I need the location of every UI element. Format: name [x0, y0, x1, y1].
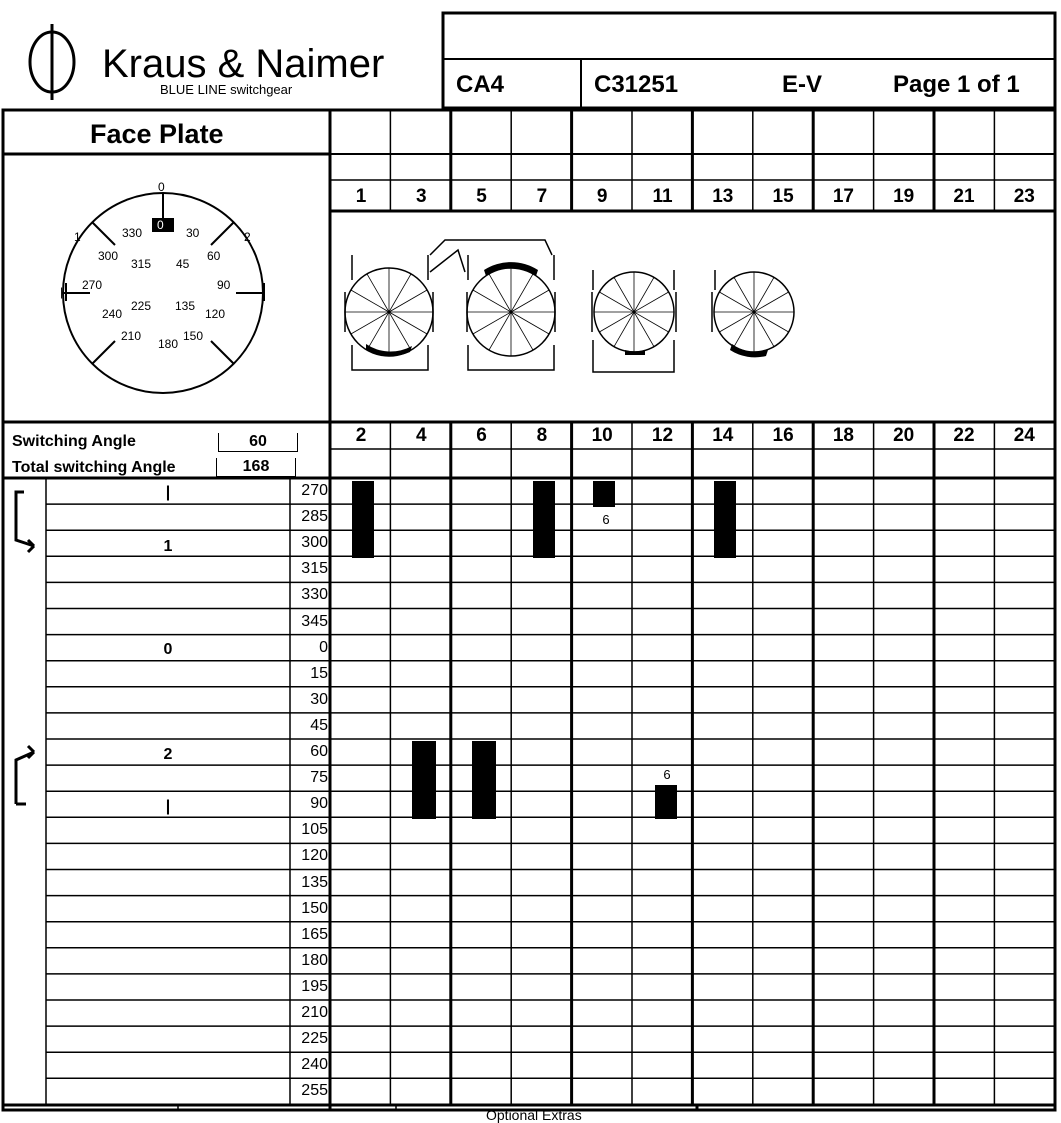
angle-label: 330 [301, 586, 328, 604]
terminal-top-label: 11 [652, 186, 673, 207]
contact-note: 6 [602, 512, 610, 527]
dial-angle-label: 90 [217, 278, 231, 292]
angle-label: 165 [301, 925, 328, 943]
terminal-top-label: 19 [893, 186, 915, 207]
terminal-bottom-label: 10 [591, 425, 613, 446]
angle-label: 75 [310, 769, 328, 787]
contact-closed-bar [655, 785, 677, 819]
dial-angle-label: 120 [205, 307, 226, 321]
angle-label: 15 [310, 664, 328, 682]
terminal-top-label: 23 [1013, 186, 1035, 207]
dial-position-label: 2 [244, 230, 251, 244]
terminal-bottom-label: 20 [893, 425, 915, 446]
terminal-top-label: 15 [772, 186, 794, 207]
switching-angle-value: 60 [218, 433, 298, 452]
contact-closed-bar [533, 481, 555, 558]
angle-label: 345 [301, 612, 328, 630]
angle-label: 300 [301, 534, 328, 552]
main-frame [3, 110, 1055, 1110]
dial-position-label: | [60, 285, 64, 299]
contact-closed-bar [593, 481, 615, 507]
part-number: C31251 [594, 71, 679, 98]
dial-angle-label: 270 [82, 278, 103, 292]
dial-angle-label: 225 [131, 299, 152, 313]
page-indicator: Page 1 of 1 [893, 71, 1020, 98]
terminal-bottom-label: 6 [476, 425, 487, 446]
position-label: | [165, 798, 171, 815]
angle-label: 45 [310, 716, 328, 734]
angle-label: 90 [310, 795, 328, 813]
contact-diagrams [345, 240, 794, 372]
terminal-top-label: 13 [712, 186, 734, 207]
terminal-bottom-label: 14 [712, 425, 734, 446]
contact-closed-bar [412, 741, 436, 819]
optional-extras-label: Optional Extras [486, 1107, 582, 1123]
dial-angle-label: 0 [157, 218, 164, 232]
angle-label: 240 [301, 1056, 328, 1074]
total-switching-angle-label: Total switching Angle [12, 459, 176, 476]
kraus-naimer-logo [30, 24, 74, 100]
angle-label: 60 [310, 743, 328, 760]
terminal-top-label: 7 [536, 186, 548, 207]
angle-label: 225 [301, 1030, 328, 1048]
dial-position-label: 1 [74, 230, 81, 244]
terminal-bottom-label: 12 [651, 425, 674, 446]
angle-label: 285 [301, 508, 328, 526]
sequence-arrows [16, 492, 34, 804]
dial-angle-label: 300 [98, 249, 119, 263]
terminal-bottom-label: 24 [1013, 425, 1035, 446]
terminal-bottom-label: 18 [832, 425, 854, 446]
angle-label: 180 [301, 951, 328, 969]
position-label: 2 [163, 746, 173, 763]
terminal-bottom-label: 8 [536, 425, 548, 446]
total-switching-angle-value: 168 [216, 458, 296, 477]
angle-label: 135 [301, 873, 328, 891]
angle-label: 315 [301, 560, 328, 578]
dial-position-label: | [262, 285, 266, 299]
angle-label: 255 [301, 1082, 328, 1100]
face-plate-title: Face Plate [90, 119, 224, 149]
dial-angle-label: 315 [131, 257, 152, 271]
dial-angle-label: 45 [176, 257, 190, 271]
terminal-top-label: 17 [832, 186, 854, 207]
dial-angle-label: 60 [207, 249, 221, 263]
angle-label: 105 [301, 821, 328, 839]
dial-angle-label: 135 [175, 299, 196, 313]
terminal-bottom-label: 2 [355, 425, 367, 446]
angle-label: 0 [319, 638, 328, 656]
dial-angle-label: 30 [186, 226, 200, 240]
switching-angle-label: Switching Angle [12, 433, 136, 450]
dial-angle-label: 150 [183, 329, 204, 343]
dial-angle-label: 180 [158, 337, 179, 351]
position-label: 1 [163, 538, 173, 555]
angle-label: 195 [301, 977, 328, 995]
contact-closed-bar [714, 481, 736, 558]
dial-angle-label: 240 [102, 307, 123, 321]
brand-subtitle: BLUE LINE switchgear [160, 82, 293, 97]
dial-angle-label: 0 [158, 180, 165, 194]
variant-code: E-V [782, 71, 823, 98]
angle-label: 120 [301, 847, 328, 865]
terminal-top-label: 21 [953, 186, 975, 207]
position-label: 0 [163, 641, 173, 658]
angle-label: 30 [310, 690, 328, 708]
terminal-top-label: 3 [416, 186, 427, 207]
terminal-bottom-label: 4 [416, 425, 427, 446]
angle-label: 210 [301, 1004, 328, 1021]
angle-label: 150 [301, 899, 328, 917]
dial-angle-label: 330 [122, 226, 143, 240]
angle-label: 270 [301, 482, 328, 499]
contact-note: 6 [663, 767, 671, 782]
terminal-bottom-label: 22 [953, 425, 975, 446]
contact-closed-bar [352, 481, 374, 558]
terminal-top-label: 1 [355, 186, 367, 207]
series-code: CA4 [456, 71, 505, 98]
terminal-top-label: 9 [596, 186, 608, 207]
position-label: | [165, 484, 171, 501]
dial-angle-label: 210 [121, 329, 142, 343]
contact-closed-bar [472, 741, 496, 819]
brand-name: Kraus & Naimer [102, 42, 385, 86]
terminal-top-label: 5 [476, 186, 487, 207]
terminal-bottom-label: 16 [772, 425, 794, 446]
